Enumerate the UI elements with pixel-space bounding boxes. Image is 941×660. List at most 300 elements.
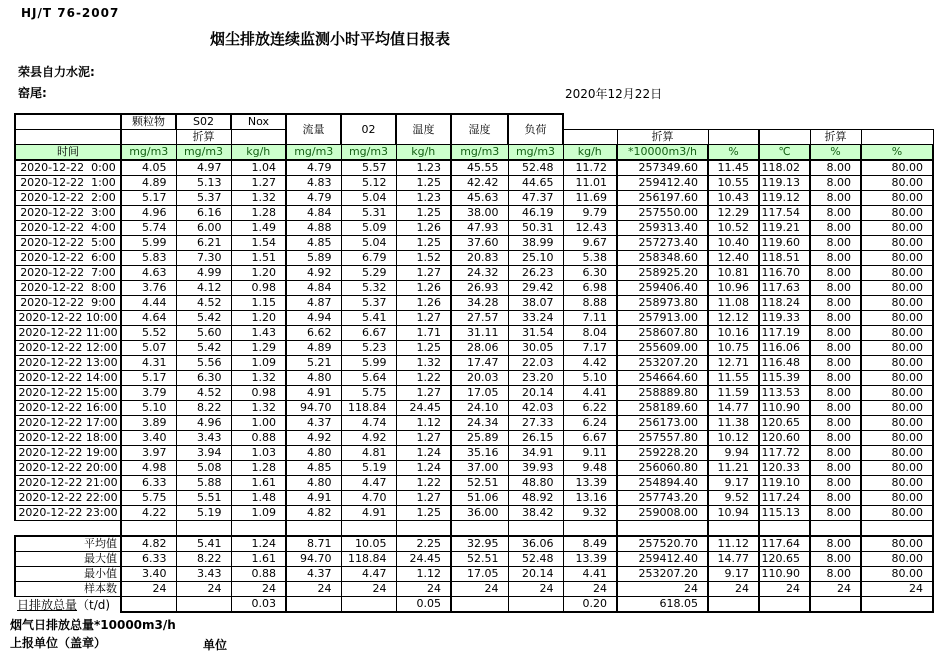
unit-header: mg/m3 (121, 145, 176, 161)
empty-header-cell (121, 130, 176, 145)
value-cell: 1.24 (396, 461, 451, 476)
table-row (15, 371, 933, 386)
value-cell: 4.70 (341, 491, 396, 506)
value-cell: 12.43 (563, 221, 617, 236)
value-cell: 30.05 (508, 341, 563, 356)
summary-row (15, 582, 933, 597)
company-name: 荣县自力水泥: (18, 65, 95, 79)
value-cell: 5.37 (176, 191, 231, 206)
empty-cell (759, 521, 810, 537)
value-cell: 117.72 (759, 446, 810, 461)
empty-header-cell (861, 130, 933, 145)
value-cell: 6.16 (176, 206, 231, 221)
summary-value: 17.05 (451, 567, 508, 582)
value-cell: 6.67 (563, 431, 617, 446)
value-cell: 116.70 (759, 266, 810, 281)
value-cell: 117.24 (759, 491, 810, 506)
value-cell: 5.19 (176, 506, 231, 521)
value-cell: 5.23 (341, 341, 396, 356)
summary-value: 52.51 (451, 552, 508, 567)
value-cell: 258189.60 (617, 401, 708, 416)
value-cell: 5.07 (121, 341, 176, 356)
value-cell: 45.63 (451, 191, 508, 206)
time-cell: 2020-12-22 12:00 (15, 341, 121, 356)
value-cell: 1.24 (396, 446, 451, 461)
value-cell: 1.03 (231, 446, 286, 461)
value-cell: 259313.40 (617, 221, 708, 236)
value-cell: 1.26 (396, 296, 451, 311)
summary-value: 24 (341, 582, 396, 597)
value-cell: 5.83 (121, 251, 176, 266)
unit-header: mg/m3 (508, 145, 563, 161)
unit-header: mg/m3 (341, 145, 396, 161)
table-row (15, 341, 933, 356)
value-cell: 8.04 (563, 326, 617, 341)
value-cell: 35.16 (451, 446, 508, 461)
total-value: 0.03 (231, 597, 286, 613)
value-cell: 51.06 (451, 491, 508, 506)
empty-cell (810, 521, 861, 537)
summary-value: 120.65 (759, 552, 810, 567)
value-cell: 0.98 (231, 281, 286, 296)
value-cell: 42.42 (451, 176, 508, 191)
value-cell: 12.40 (708, 251, 759, 266)
value-cell: 8.00 (810, 401, 861, 416)
value-cell: 17.05 (451, 386, 508, 401)
value-cell: 4.84 (286, 206, 341, 221)
column-header: 流量 (286, 114, 341, 145)
value-cell: 4.84 (286, 281, 341, 296)
value-cell: 10.96 (708, 281, 759, 296)
value-cell: 6.33 (121, 476, 176, 491)
value-cell: 257349.60 (617, 160, 708, 176)
unit-header: % (861, 145, 933, 161)
value-cell: 259008.00 (617, 506, 708, 521)
empty-cell (563, 521, 617, 537)
summary-value: 4.41 (563, 567, 617, 582)
value-cell: 52.48 (508, 160, 563, 176)
value-cell: 29.42 (508, 281, 563, 296)
value-cell: 45.55 (451, 160, 508, 176)
value-cell: 10.16 (708, 326, 759, 341)
value-cell: 4.91 (286, 386, 341, 401)
value-cell: 257550.00 (617, 206, 708, 221)
value-cell: 4.83 (286, 176, 341, 191)
value-cell: 5.75 (341, 386, 396, 401)
time-cell: 2020-12-22 5:00 (15, 236, 121, 251)
value-cell: 256173.00 (617, 416, 708, 431)
value-cell: 4.91 (286, 491, 341, 506)
value-cell: 4.94 (286, 311, 341, 326)
summary-value: 24 (121, 582, 176, 597)
value-cell: 1.25 (396, 176, 451, 191)
value-cell: 26.23 (508, 266, 563, 281)
total-value (451, 597, 508, 613)
value-cell: 80.00 (861, 401, 933, 416)
total-value (861, 597, 933, 613)
value-cell: 11.08 (708, 296, 759, 311)
summary-value: 8.00 (810, 552, 861, 567)
value-cell: 47.37 (508, 191, 563, 206)
empty-cell (508, 521, 563, 537)
value-cell: 118.02 (759, 160, 810, 176)
value-cell: 80.00 (861, 431, 933, 446)
report-date: 2020年12月22日 (565, 87, 663, 101)
empty-cell (176, 521, 231, 537)
empty-cell (451, 521, 508, 537)
value-cell: 20.03 (451, 371, 508, 386)
value-cell: 259412.40 (617, 176, 708, 191)
value-cell: 4.80 (286, 446, 341, 461)
empty-header-cell (231, 130, 286, 145)
value-cell: 24.45 (396, 401, 451, 416)
value-cell: 5.64 (341, 371, 396, 386)
empty-cell (396, 521, 451, 537)
time-cell: 2020-12-22 3:00 (15, 206, 121, 221)
value-cell: 5.99 (121, 236, 176, 251)
value-cell: 8.00 (810, 266, 861, 281)
footer-flue-gas-total: 烟气日排放总量*10000m3/h (10, 618, 176, 632)
value-cell: 253207.20 (617, 356, 708, 371)
summary-value: 13.39 (563, 552, 617, 567)
value-cell: 4.97 (176, 160, 231, 176)
value-cell: 117.19 (759, 326, 810, 341)
unit-header: ℃ (759, 145, 810, 161)
empty-header-cell (708, 130, 759, 145)
value-cell: 11.55 (708, 371, 759, 386)
total-value (121, 597, 176, 613)
unit-header: % (810, 145, 861, 161)
value-cell: 1.25 (396, 506, 451, 521)
value-cell: 118.51 (759, 251, 810, 266)
summary-value: 1.24 (231, 536, 286, 552)
value-cell: 0.98 (231, 386, 286, 401)
value-cell: 5.04 (341, 236, 396, 251)
summary-value: 36.06 (508, 536, 563, 552)
empty-cell (708, 521, 759, 537)
value-cell: 80.00 (861, 176, 933, 191)
summary-value: 24 (231, 582, 286, 597)
summary-value: 4.47 (341, 567, 396, 582)
time-header: 时间 (15, 145, 121, 161)
value-cell: 5.37 (341, 296, 396, 311)
time-cell: 2020-12-22 19:00 (15, 446, 121, 461)
unit-header: kg/h (396, 145, 451, 161)
table-row (15, 206, 933, 221)
value-cell: 80.00 (861, 386, 933, 401)
value-cell: 3.40 (121, 431, 176, 446)
value-cell: 8.00 (810, 446, 861, 461)
time-cell: 2020-12-22 16:00 (15, 401, 121, 416)
value-cell: 259228.20 (617, 446, 708, 461)
value-cell: 5.38 (563, 251, 617, 266)
summary-value: 8.00 (810, 536, 861, 552)
summary-value: 24 (708, 582, 759, 597)
total-value (341, 597, 396, 613)
summary-value: 257520.70 (617, 536, 708, 552)
total-value (759, 597, 810, 613)
value-cell: 256197.60 (617, 191, 708, 206)
value-cell: 47.93 (451, 221, 508, 236)
value-cell: 117.54 (759, 206, 810, 221)
value-cell: 258607.80 (617, 326, 708, 341)
value-cell: 17.47 (451, 356, 508, 371)
value-cell: 5.31 (341, 206, 396, 221)
value-cell: 80.00 (861, 326, 933, 341)
value-cell: 4.99 (176, 266, 231, 281)
table-row (15, 221, 933, 236)
value-cell: 8.00 (810, 371, 861, 386)
value-cell: 80.00 (861, 506, 933, 521)
value-cell: 36.00 (451, 506, 508, 521)
time-cell: 2020-12-22 13:00 (15, 356, 121, 371)
value-cell: 8.00 (810, 491, 861, 506)
value-cell: 8.00 (810, 176, 861, 191)
time-cell: 2020-12-22 9:00 (15, 296, 121, 311)
value-cell: 7.30 (176, 251, 231, 266)
value-cell: 120.60 (759, 431, 810, 446)
value-cell: 27.57 (451, 311, 508, 326)
value-cell: 10.43 (708, 191, 759, 206)
value-cell: 12.71 (708, 356, 759, 371)
table-row (15, 266, 933, 281)
value-cell: 38.42 (508, 506, 563, 521)
summary-value: 4.37 (286, 567, 341, 582)
value-cell: 1.29 (231, 341, 286, 356)
value-cell: 9.48 (563, 461, 617, 476)
value-cell: 259406.40 (617, 281, 708, 296)
value-cell: 4.41 (563, 386, 617, 401)
value-cell: 10.75 (708, 341, 759, 356)
value-cell: 4.81 (341, 446, 396, 461)
value-cell: 5.74 (121, 221, 176, 236)
value-cell: 25.10 (508, 251, 563, 266)
empty-cell (286, 521, 341, 537)
value-cell: 80.00 (861, 446, 933, 461)
summary-value: 8.49 (563, 536, 617, 552)
empty-cell (121, 521, 176, 537)
value-cell: 257273.40 (617, 236, 708, 251)
unit-header: *10000m3/h (617, 145, 708, 161)
time-cell: 2020-12-22 17:00 (15, 416, 121, 431)
value-cell: 4.05 (121, 160, 176, 176)
value-cell: 3.79 (121, 386, 176, 401)
summary-label: 最小值 (15, 567, 121, 582)
value-cell: 9.11 (563, 446, 617, 461)
summary-value: 80.00 (861, 552, 933, 567)
value-cell: 80.00 (861, 491, 933, 506)
value-cell: 115.39 (759, 371, 810, 386)
header-row-units (15, 145, 933, 161)
value-cell: 10.52 (708, 221, 759, 236)
summary-value: 94.70 (286, 552, 341, 567)
value-cell: 80.00 (861, 251, 933, 266)
total-value (508, 597, 563, 613)
empty-cell (861, 521, 933, 537)
table-row (15, 356, 933, 371)
value-cell: 4.42 (563, 356, 617, 371)
summary-value: 20.14 (508, 567, 563, 582)
summary-value: 24 (508, 582, 563, 597)
value-cell: 4.98 (121, 461, 176, 476)
value-cell: 31.54 (508, 326, 563, 341)
summary-value: 1.12 (396, 567, 451, 582)
value-cell: 46.19 (508, 206, 563, 221)
value-cell: 8.00 (810, 236, 861, 251)
value-cell: 1.09 (231, 356, 286, 371)
value-cell: 3.94 (176, 446, 231, 461)
summary-value: 80.00 (861, 536, 933, 552)
value-cell: 10.55 (708, 176, 759, 191)
table-row (15, 176, 933, 191)
summary-value: 3.43 (176, 567, 231, 582)
value-cell: 80.00 (861, 311, 933, 326)
value-cell: 1.04 (231, 160, 286, 176)
summary-value: 110.90 (759, 567, 810, 582)
value-cell: 4.89 (121, 176, 176, 191)
total-label: 日排放总量（t/d) (15, 597, 121, 613)
value-cell: 119.13 (759, 176, 810, 191)
table-row (15, 476, 933, 491)
time-cell: 2020-12-22 7:00 (15, 266, 121, 281)
page-title: 烟尘排放连续监测小时平均值日报表 (209, 30, 450, 48)
table-row (15, 491, 933, 506)
value-cell: 4.89 (286, 341, 341, 356)
value-cell: 8.88 (563, 296, 617, 311)
value-cell: 4.52 (176, 386, 231, 401)
value-cell: 5.17 (121, 191, 176, 206)
value-cell: 119.60 (759, 236, 810, 251)
value-cell: 116.48 (759, 356, 810, 371)
value-cell: 20.83 (451, 251, 508, 266)
value-cell: 4.52 (176, 296, 231, 311)
total-value: 618.05 (617, 597, 708, 613)
value-cell: 1.25 (396, 236, 451, 251)
summary-value: 24.45 (396, 552, 451, 567)
value-cell: 80.00 (861, 221, 933, 236)
value-cell: 1.32 (231, 191, 286, 206)
time-cell: 2020-12-22 11:00 (15, 326, 121, 341)
unit-header: kg/h (563, 145, 617, 161)
value-cell: 24.10 (451, 401, 508, 416)
value-cell: 1.00 (231, 416, 286, 431)
value-cell: 38.07 (508, 296, 563, 311)
value-cell: 10.94 (708, 506, 759, 521)
value-cell: 254894.40 (617, 476, 708, 491)
summary-row (15, 567, 933, 582)
value-cell: 3.76 (121, 281, 176, 296)
table-row (15, 160, 933, 176)
value-cell: 10.40 (708, 236, 759, 251)
value-cell: 24.34 (451, 416, 508, 431)
value-cell: 8.00 (810, 296, 861, 311)
summary-value: 24 (563, 582, 617, 597)
table-row (15, 296, 933, 311)
value-cell: 80.00 (861, 266, 933, 281)
value-cell: 80.00 (861, 281, 933, 296)
value-cell: 6.30 (176, 371, 231, 386)
value-cell: 4.92 (286, 431, 341, 446)
summary-value: 8.71 (286, 536, 341, 552)
value-cell: 4.96 (176, 416, 231, 431)
value-cell: 80.00 (861, 191, 933, 206)
value-cell: 1.25 (396, 341, 451, 356)
value-cell: 52.51 (451, 476, 508, 491)
unit-header: kg/h (231, 145, 286, 161)
footer-unit-label: 单位 (203, 638, 228, 652)
total-value: 0.05 (396, 597, 451, 613)
value-cell: 8.00 (810, 431, 861, 446)
value-cell: 9.17 (708, 476, 759, 491)
summary-value: 24 (810, 582, 861, 597)
value-cell: 80.00 (861, 296, 933, 311)
summary-value: 32.95 (451, 536, 508, 552)
value-cell: 7.17 (563, 341, 617, 356)
value-cell: 257913.00 (617, 311, 708, 326)
time-cell: 2020-12-22 15:00 (15, 386, 121, 401)
value-cell: 1.32 (231, 401, 286, 416)
total-value: 0.20 (563, 597, 617, 613)
value-cell: 1.28 (231, 461, 286, 476)
value-cell: 258348.60 (617, 251, 708, 266)
time-cell: 2020-12-22 18:00 (15, 431, 121, 446)
value-cell: 4.79 (286, 191, 341, 206)
table-row (15, 251, 933, 266)
summary-value: 10.05 (341, 536, 396, 552)
value-cell: 116.06 (759, 341, 810, 356)
value-cell: 8.00 (810, 326, 861, 341)
value-cell: 3.43 (176, 431, 231, 446)
total-value (708, 597, 759, 613)
value-cell: 27.33 (508, 416, 563, 431)
value-cell: 1.25 (396, 206, 451, 221)
value-cell: 34.28 (451, 296, 508, 311)
value-cell: 28.06 (451, 341, 508, 356)
value-cell: 8.00 (810, 341, 861, 356)
value-cell: 8.00 (810, 386, 861, 401)
value-cell: 39.93 (508, 461, 563, 476)
value-cell: 5.89 (286, 251, 341, 266)
value-cell: 118.84 (341, 401, 396, 416)
table-row (15, 416, 933, 431)
value-cell: 256060.80 (617, 461, 708, 476)
value-cell: 115.13 (759, 506, 810, 521)
summary-value: 24 (861, 582, 933, 597)
summary-row (15, 552, 933, 567)
value-cell: 1.54 (231, 236, 286, 251)
value-cell: 1.43 (231, 326, 286, 341)
summary-value: 2.25 (396, 536, 451, 552)
value-cell: 8.00 (810, 461, 861, 476)
table-row (15, 191, 933, 206)
report-table (14, 113, 934, 613)
value-cell: 10.12 (708, 431, 759, 446)
value-cell: 258973.80 (617, 296, 708, 311)
summary-value: 24 (451, 582, 508, 597)
empty-cell (341, 521, 396, 537)
separator-row (15, 521, 933, 537)
summary-value: 14.77 (708, 552, 759, 567)
value-cell: 5.41 (341, 311, 396, 326)
value-cell: 4.31 (121, 356, 176, 371)
summary-value: 1.61 (231, 552, 286, 567)
value-cell: 5.09 (341, 221, 396, 236)
value-cell: 11.38 (708, 416, 759, 431)
summary-label: 样本数 (15, 582, 121, 597)
value-cell: 1.23 (396, 191, 451, 206)
value-cell: 5.75 (121, 491, 176, 506)
value-cell: 119.10 (759, 476, 810, 491)
